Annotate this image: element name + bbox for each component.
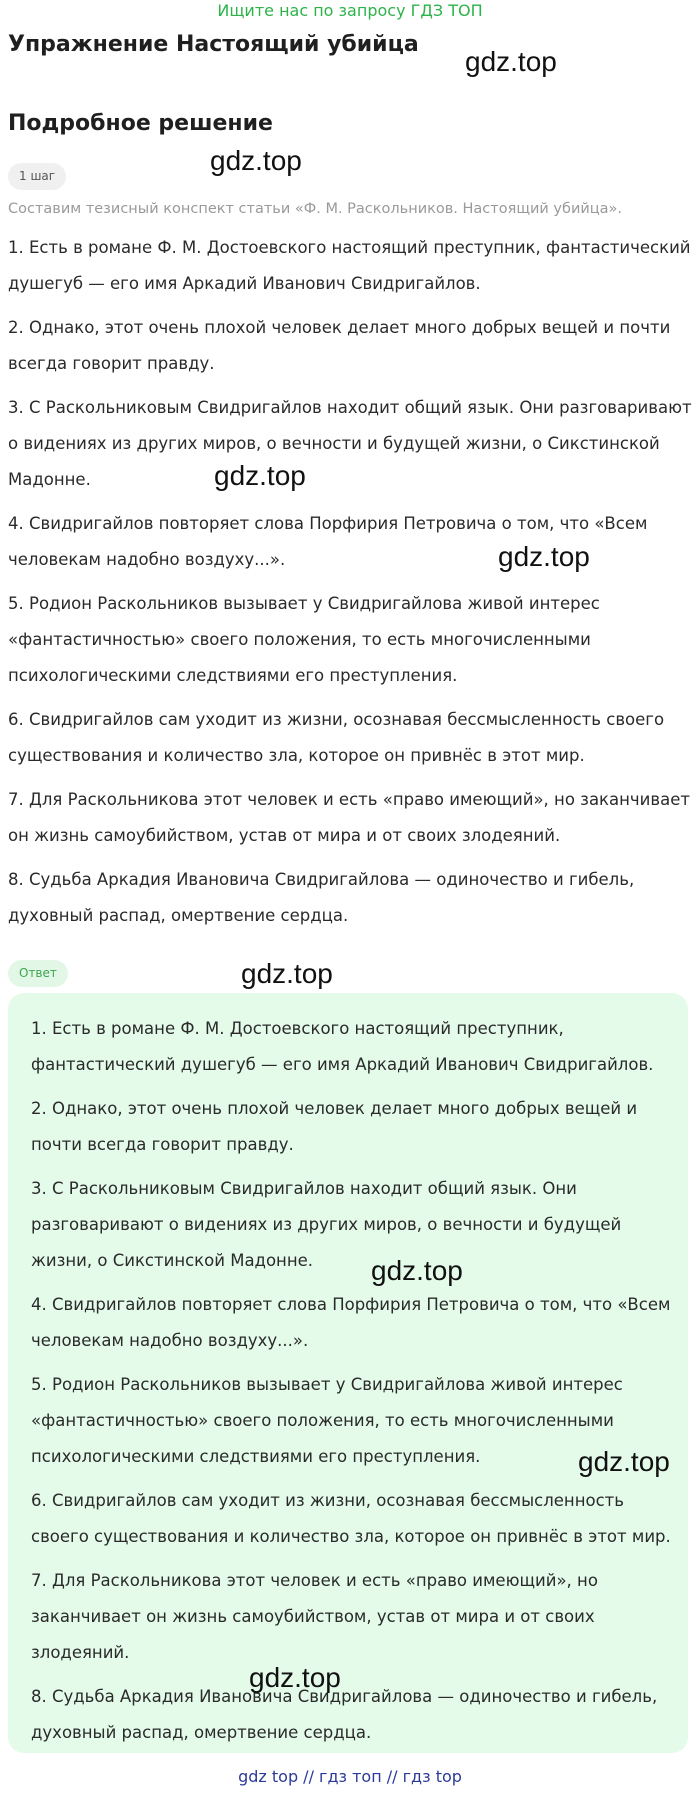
- page-title: Упражнение Настоящий убийца: [8, 32, 419, 57]
- watermark: gdz.top: [241, 958, 333, 989]
- solution-steps: [8, 230, 692, 942]
- solution-step: 6. Свидригайлов сам уходит из жизни, осознавая бессмысленность своего существования и количество зла, которое он привнёс в этот мир.: [8, 710, 665, 765]
- watermark: gdz.top: [249, 1662, 341, 1693]
- watermark: gdz.top: [465, 46, 557, 77]
- solution-step: 7. Для Раскольникова этот человек и есть «право имеющий», но заканчивает он жизнь самоубийством, устав от мира и от своих злодеяний.: [8, 790, 690, 845]
- solution-step: 4. Свидригайлов повторяет слова Порфирия Петровича о том, что «Всем человекам надобно воздуху...».: [8, 514, 648, 569]
- answer-badge: Ответ: [8, 960, 68, 987]
- answer-item: 6. Свидригайлов сам уходит из жизни, осознавая бессмысленность своего существования и количество зла, которое он привнёс в этот мир.: [31, 1491, 671, 1546]
- step-badge: 1 шаг: [8, 163, 66, 190]
- answer-box: [8, 993, 688, 1753]
- watermark: gdz.top: [210, 145, 302, 176]
- solution-step: 2. Однако, этот очень плохой человек делает много добрых вещей и почти всегда говорит правду.: [8, 318, 671, 373]
- solution-step: 3. С Раскольниковым Свидригайлов находит общий язык. Они разговаривают о видениях из других миров, о вечности и будущей жизни, о Сикстинской Мадонне.: [8, 398, 692, 489]
- watermark: gdz.top: [214, 460, 306, 491]
- answer-item: 3. С Раскольниковым Свидригайлов находит общий язык. Они разговаривают о видениях из других миров, о вечности и будущей жизни, о Сикстинской Мадонне.: [31, 1179, 622, 1270]
- answer-item: 5. Родион Раскольников вызывает у Свидригайлова живой интерес «фантастичностью» своего положения, то есть многочисленными психологическими следствиями его преступления.: [31, 1375, 623, 1466]
- solution-heading: Подробное решение: [8, 111, 273, 136]
- watermark: gdz.top: [498, 541, 590, 572]
- answer-list: [31, 1011, 671, 1759]
- solution-step: 1. Есть в романе Ф. М. Достоевского настоящий преступник, фантастический душегуб — его имя Аркадий Иванович Свидригайлов.: [8, 238, 691, 293]
- answer-item: 1. Есть в романе Ф. М. Достоевского настоящий преступник, фантастический душегуб — его имя Аркадий Иванович Свидригайлов.: [31, 1019, 654, 1074]
- answer-item: 7. Для Раскольникова этот человек и есть «право имеющий», но заканчивает он жизнь самоубийством, устав от мира и от своих злодеяний.: [31, 1571, 598, 1662]
- solution-step: 8. Судьба Аркадия Ивановича Свидригайлова — одиночество и гибель, духовный распад, омертвение сердца.: [8, 870, 635, 925]
- intro-text: Составим тезисный конспект статьи «Ф. М. Раскольников. Настоящий убийца».: [8, 201, 623, 217]
- footer-links: gdz top // гдз топ // гдз top: [238, 1767, 462, 1786]
- answer-item: 8. Судьба Аркадия Ивановича Свидригайлова — одиночество и гибель, духовный распад, омертвение сердца.: [31, 1687, 658, 1742]
- watermark: gdz.top: [578, 1446, 670, 1477]
- answer-item: 4. Свидригайлов повторяет слова Порфирия Петровича о том, что «Всем человекам надобно воздуху...».: [31, 1295, 671, 1350]
- solution-step: 5. Родион Раскольников вызывает у Свидригайлова живой интерес «фантастичностью» своего положения, то есть многочисленными психологическими следствиями его преступления.: [8, 594, 600, 685]
- answer-item: 2. Однако, этот очень плохой человек делает много добрых вещей и почти всегда говорит правду.: [31, 1099, 638, 1154]
- watermark: gdz.top: [371, 1255, 463, 1286]
- search-hint-banner: Ищите нас по запросу ГДЗ ТОП: [217, 1, 483, 20]
